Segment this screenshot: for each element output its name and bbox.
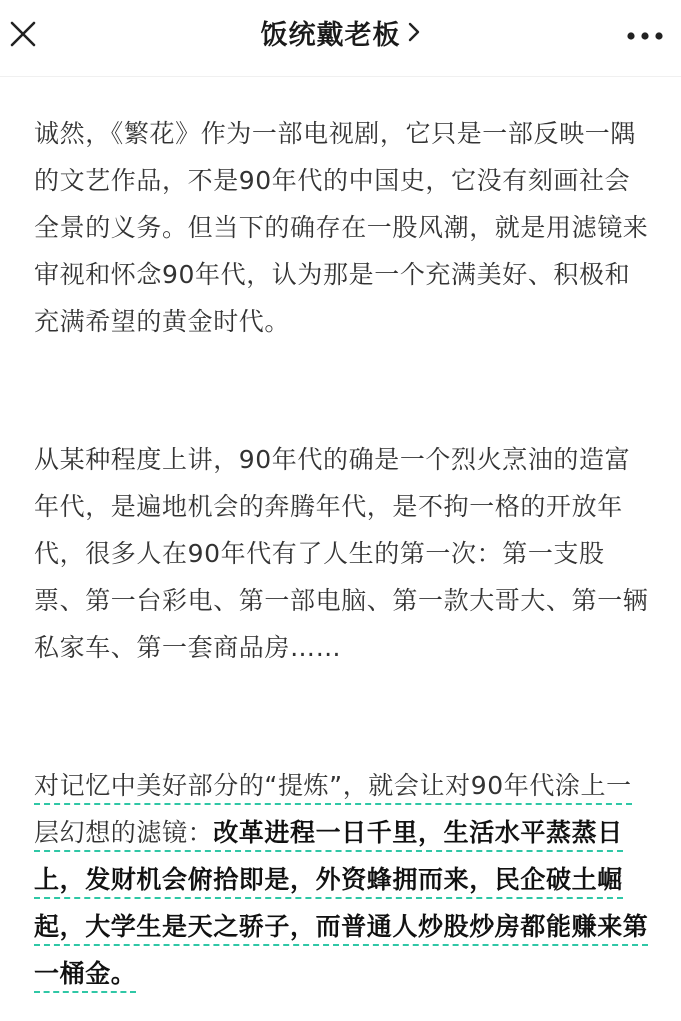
chevron-right-icon[interactable] [407, 16, 421, 60]
highlighted-text [34, 771, 648, 993]
article-body [34, 110, 649, 997]
paragraph-1: 诚然，《繁花》作为一部电视剧，它只是一部反映一隅的文艺作品，不是90年代的中国史，它没有刻画社会全景的义务。但当下的确存在一股风潮，就是用滤镜来审视和怀念90年代，认为那是一个充满美好、积极和充满希望的黄金时代。 [34, 119, 649, 336]
paragraph-2: 从某种程度上讲，90年代的确是一个烈火烹油的造富年代，是遍地机会的奔腾年代，是不拘一格的开放年代，很多人在90年代有了人生的第一次：第一支股票、第一台彩电、第一部电脑、第一款大哥大、第一辆私家车、第一套商品房…… [34, 445, 649, 662]
more-button[interactable] [619, 14, 673, 58]
paragraph-3-bold: 改革进程一日千里，生活水平蒸蒸日上，发财机会俯拾即是，外资蜂拥而来，民企破土崛起，大学生是天之骄子，而普通人炒股炒房都能赚来第一桶金。 [34, 818, 649, 988]
top-bar [0, 0, 681, 77]
account-name[interactable]: 饭统戴老板 [260, 20, 401, 51]
account-title-area [0, 14, 681, 58]
more-horizontal-icon [625, 30, 665, 42]
paragraph-3-normal: 对记忆中美好部分的“提炼”，就会让对90年代涂上一层幻想的滤镜： [34, 771, 632, 847]
paragraph-3 [34, 762, 649, 997]
